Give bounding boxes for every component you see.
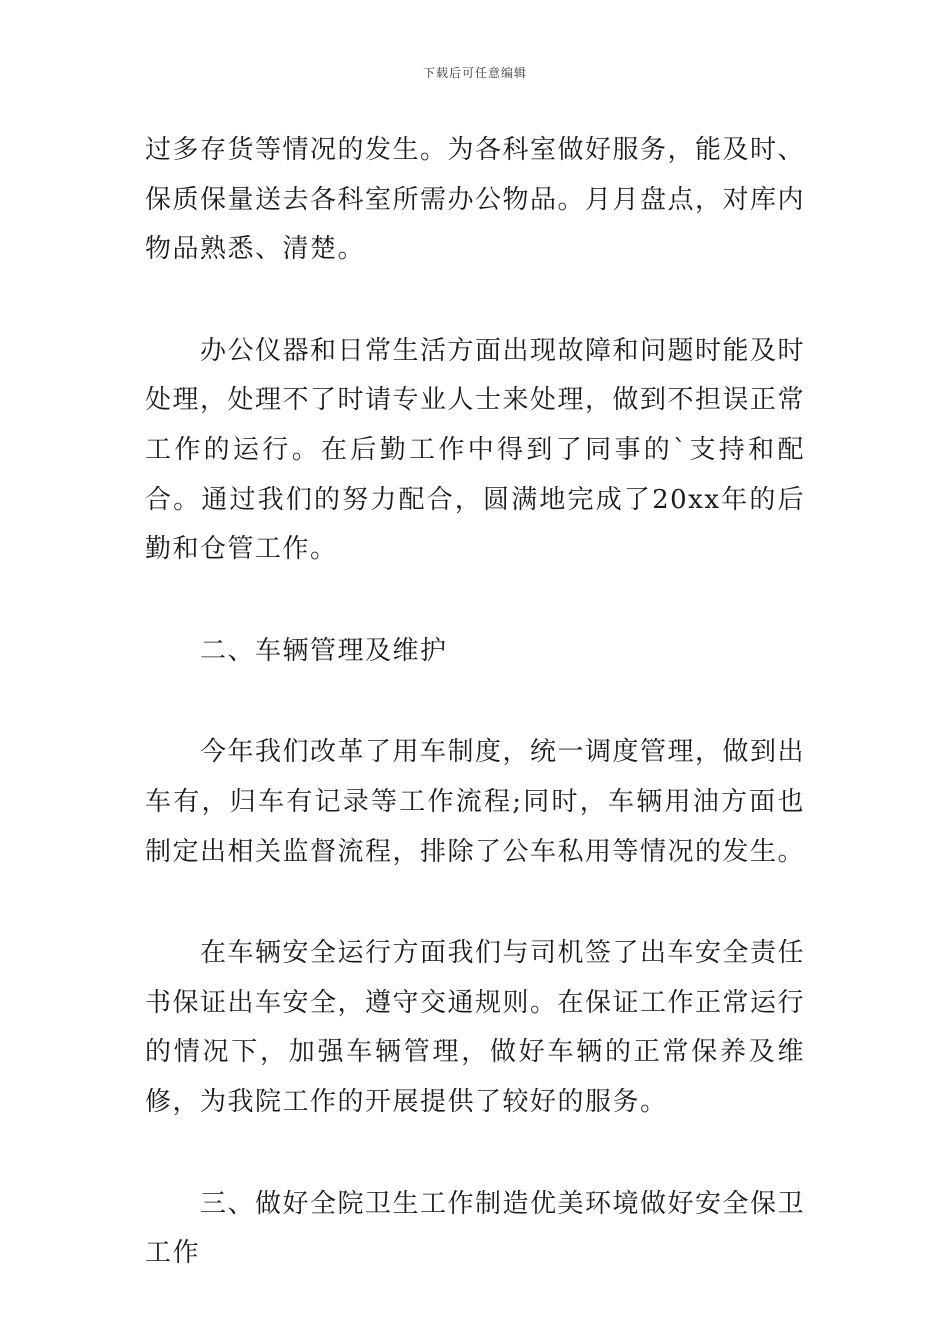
paragraph-inventory-continued: 过多存货等情况的发生。为各科室做好服务，能及时、保质保量送去各科室所需办公物品。月月盘点，对库内物品熟悉、清楚。 (145, 135, 806, 265)
paragraph-vehicle-safety: 在车辆安全运行方面我们与司机签了出车安全责任书保证出车安全，遵守交通规则。在保证工作正常运行的情况下，加强车辆管理，做好车辆的正常保养及维修，为我院工作的开展提供了较好的服务。 (145, 938, 806, 1117)
section-heading-sanitation-security: 三、做好全院卫生工作制造优美环境做好安全保卫工作 (145, 1188, 806, 1269)
section-heading-vehicle-management: 二、车辆管理及维护 (145, 635, 448, 666)
document-body (145, 126, 805, 1331)
paragraph-equipment-maintenance: 办公仪器和日常生活方面出现故障和问题时能及时处理，处理不了时请专业人士来处理，做到不担误正常工作的运行。在后勤工作中得到了同事的`支持和配合。通过我们的努力配合，圆满地完成了20xx年的后勤和仓管工作。 (145, 335, 806, 565)
page-header-note: 下载后可任意编辑 (422, 66, 527, 80)
paragraph-vehicle-policy: 今年我们改革了用车制度，统一调度管理，做到出车有，归车有记录等工作流程;同时，车辆用油方面也制定出相关监督流程，排除了公车私用等情况的发生。 (145, 737, 806, 867)
